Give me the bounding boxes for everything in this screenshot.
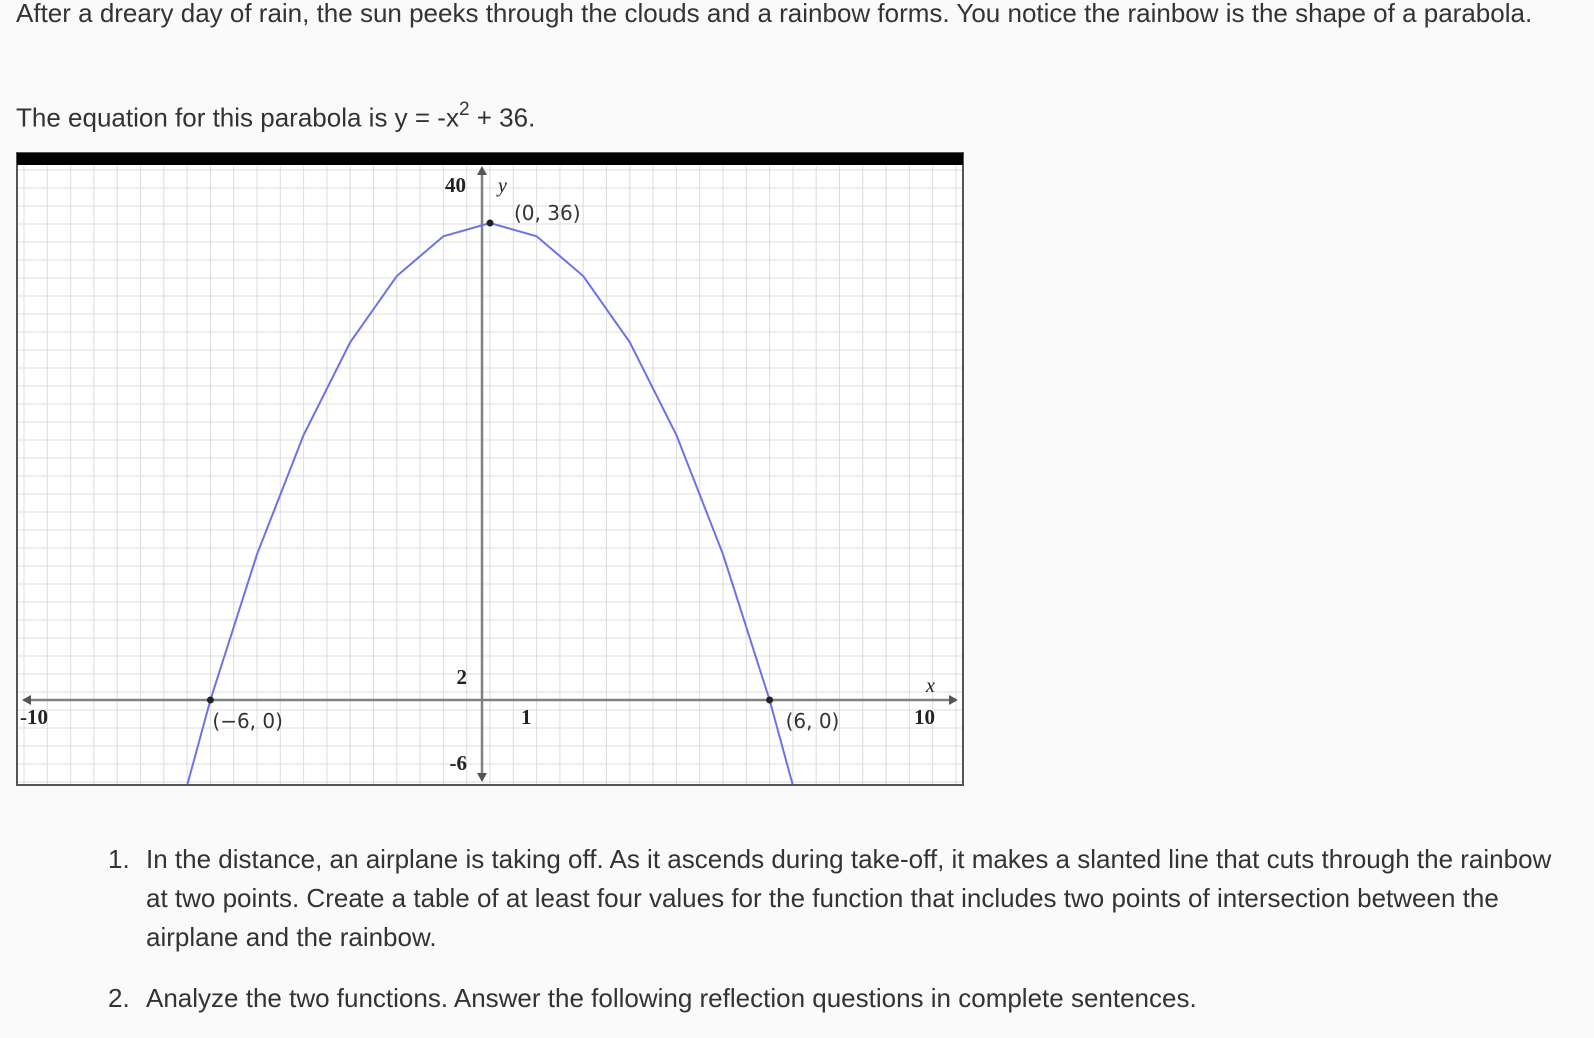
x-axis-name: x	[926, 675, 935, 697]
x-tick-label-10: 10	[914, 705, 935, 729]
task-list	[108, 840, 1578, 1018]
data-point	[766, 697, 773, 704]
equation-paragraph	[16, 92, 535, 138]
point-label: (0, 36)	[514, 201, 581, 225]
intro-paragraph: After a dreary day of rain, the sun peeks through the clouds and a rainbow forms. You notice the rainbow is the shape of a parabola.	[16, 0, 1533, 28]
y-tick-label-40: 40	[445, 173, 466, 197]
list-item	[108, 840, 1578, 957]
y-axis-name: y	[498, 175, 507, 197]
data-point	[487, 220, 494, 227]
parabola-graph	[16, 152, 966, 798]
x-tick-label-1: 1	[521, 705, 532, 729]
y-tick-label-neg6: -6	[449, 751, 467, 775]
list-item-text: In the distance, an airplane is taking off. As it ascends during take-off, it makes a slanted line that cuts through the rainbow at two points. Create a table of at least four values for the function that includes two points of intersection between the airplane and the rainbow.	[146, 844, 1552, 952]
x-tick-label-neg10: -10	[20, 705, 48, 729]
list-item-text: Analyze the two functions. Answer the following reflection questions in complete sentences.	[146, 983, 1197, 1013]
equation-prefix: The equation for this parabola is y = -x	[16, 102, 459, 133]
list-item-number: 2.	[108, 983, 130, 1013]
point-label: (−6, 0)	[212, 709, 283, 733]
data-point	[207, 697, 214, 704]
list-item	[108, 979, 1578, 1018]
graph-top-bar	[17, 153, 963, 165]
equation-exponent: 2	[458, 99, 470, 120]
point-label: (6, 0)	[785, 709, 840, 733]
list-item-number: 1.	[108, 844, 130, 874]
equation-suffix: + 36.	[469, 102, 536, 133]
y-tick-label-2: 2	[456, 665, 467, 689]
